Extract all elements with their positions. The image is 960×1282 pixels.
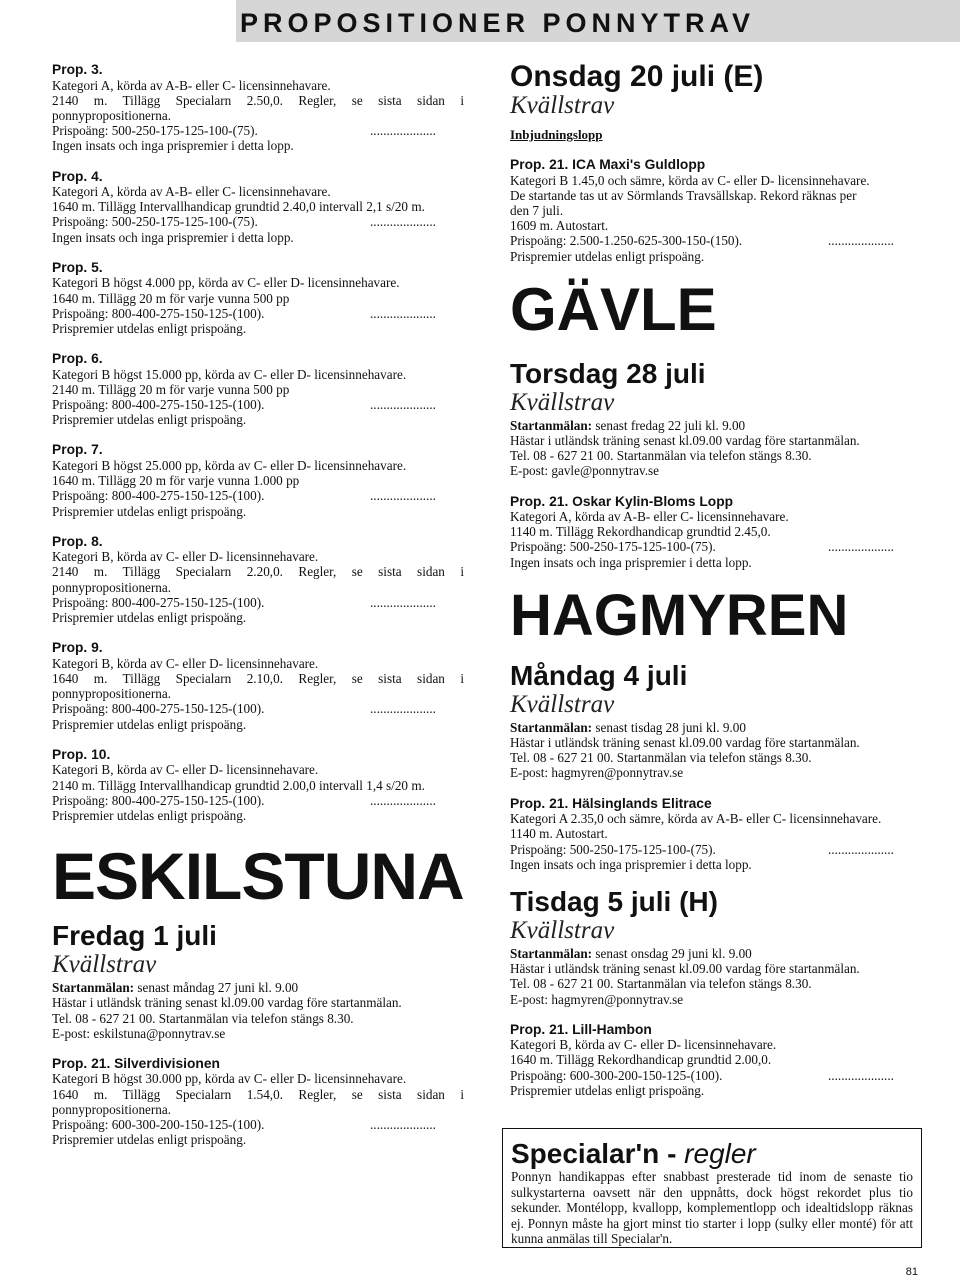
prop-title: Prop. 21. Lill-Hambon (510, 1021, 652, 1037)
race-proposition (510, 494, 920, 570)
prop-line (52, 778, 464, 793)
info-block-mandag (510, 720, 920, 781)
prop-line-text: Prispoäng: 800-400-275-150-125-(100). (52, 594, 265, 610)
prop-line (52, 1117, 464, 1132)
prop-line (52, 549, 464, 564)
specialarn-text: Ponnyn handikappas efter snabbast presterade tid inom de senaste tio sulkystarterna oavsett när den uppnåtts, dock högst rekordet plus tio sekunder. Montélopp, kvallopp, komplementlopp och idealtidslopp räknas ej. Ponnyn måste ha gjort minst tio starter i lopp (sulky eller monté) för att kunna anmälas till Specialar'n. (511, 1169, 913, 1246)
prop-line (52, 214, 464, 229)
prop-line-text: Kategori A 2.35,0 och sämre, körda av A-B- eller C- licensinnehavare. (510, 811, 882, 827)
info-line: E-post: eskilstuna@ponnytrav.se (52, 1025, 226, 1041)
info-label: Startanmälan: (510, 945, 593, 961)
prop-line-text: Kategori B högst 4.000 pp, körda av C- eller D- licensinnehavare. (52, 275, 400, 291)
prop-line (52, 321, 464, 336)
fill-dots: .................... (828, 841, 894, 857)
tisdag-prop (510, 1022, 920, 1098)
left-column (52, 62, 464, 1162)
specialarn-title (511, 1139, 913, 1169)
subheading-eskilstuna: Kvällstrav (52, 951, 157, 979)
prop-line-text: Prispremier utdelas enligt prispoäng. (510, 1082, 705, 1098)
prop-line-text: Prispoäng: 500-250-175-125-100-(75). (510, 841, 716, 857)
eskilstuna-prop (52, 1056, 464, 1148)
prop-line-text: Kategori A, körda av A-B- eller C- licensinnehavare. (510, 509, 789, 525)
prop-line (510, 249, 920, 264)
prop-line (510, 203, 920, 218)
prop-line (52, 230, 464, 245)
prop-line (52, 184, 464, 199)
prop-line (510, 509, 920, 524)
info-line: Tel. 08 - 627 21 00. Startanmälan via telefon stängs 8.30. (510, 448, 812, 464)
fill-dots: .................... (370, 792, 436, 808)
prop-line (52, 1102, 464, 1117)
page-title: PROPOSITIONER PONNYTRAV (240, 8, 756, 38)
prop-line-text: Prispremier utdelas enligt prispoäng. (52, 716, 247, 732)
fill-dots: .................... (828, 1067, 894, 1083)
prop-title: Prop. 21. Silverdivisionen (52, 1055, 220, 1071)
prop-line-text: 1140 m. Tillägg Rekordhandicap grundtid 2.45,0. (510, 524, 771, 540)
prop-title: Prop. 4. (52, 168, 103, 184)
prop-line-text: Prispoäng: 800-400-275-150-125-(100). (52, 792, 265, 808)
gavle-prop (510, 494, 920, 570)
prop-line-text: De startande tas ut av Sörmlands Travsällskap. Rekord räknas per (510, 187, 857, 203)
prop-line (52, 397, 464, 412)
subheading-gavle: Kvällstrav (510, 388, 615, 416)
prop-line (52, 793, 464, 808)
prop-line-text: 1640 m. Tillägg Rekordhandicap grundtid 2.00,0. (510, 1052, 772, 1068)
race-proposition (510, 157, 920, 264)
prop-line-text: 1640 m. Tillägg Specialarn 1.54,0. Regler, se sista sidan i (52, 1086, 464, 1102)
prop-line-text: Prispoäng: 500-250-175-125-100-(75). (510, 539, 716, 555)
prop-title: Prop. 5. (52, 259, 103, 275)
prop-line (52, 1132, 464, 1147)
day-heading-tisdag: Tisdag 5 juli (H) (510, 885, 718, 917)
prop-line-text: ponnypropositionerna. (52, 686, 172, 702)
race-proposition (510, 796, 920, 872)
fill-dots: .................... (828, 233, 894, 249)
page-number: 81 (905, 1266, 918, 1278)
prop-line (52, 1087, 464, 1102)
prop-line (52, 686, 464, 701)
city-eskilstuna: ESKILSTUNA (52, 839, 464, 914)
prop-line-text: 2140 m. Tillägg Specialarn 2.20,0. Regler, se sista sidan i (52, 564, 464, 580)
prop-line-text: 1640 m. Tillägg 20 m för varje vunna 500 pp (52, 290, 290, 306)
specialarn-title-italic: regler (684, 1138, 756, 1169)
prop-line (52, 1071, 464, 1086)
info-label: Startanmälan: (52, 980, 135, 996)
prop-line (510, 218, 920, 233)
prop-line-text: Prispoäng: 600-300-200-150-125-(100). (510, 1067, 723, 1083)
specialarn-title-main: Specialar'n - (511, 1138, 685, 1169)
prop-line-text: 1640 m. Tillägg 20 m för varje vunna 1.000 pp (52, 473, 300, 489)
fill-dots: .................... (828, 539, 894, 555)
prop-title: Prop. 9. (52, 640, 103, 656)
prop-line-text: Kategori B högst 15.000 pp, körda av C- eller D- licensinnehavare. (52, 366, 407, 382)
prop-line (52, 671, 464, 686)
race-proposition (52, 534, 464, 626)
prop-line-text: Prispremier utdelas enligt prispoäng. (52, 1132, 247, 1148)
prop-line (510, 173, 920, 188)
prop-line (510, 524, 920, 539)
prop-title: Prop. 10. (52, 746, 111, 762)
info-first: senast onsdag 29 juni kl. 9.00 (595, 945, 752, 961)
fill-dots: .................... (370, 701, 436, 717)
prop-line (52, 199, 464, 214)
prop-line-text: 1640 m. Tillägg Specialarn 2.10,0. Regler, se sista sidan i (52, 670, 464, 686)
prop-line (52, 412, 464, 427)
info-first: senast fredag 22 juli kl. 9.00 (595, 417, 746, 433)
mandag-prop (510, 796, 920, 872)
prop-line-text: 1640 m. Tillägg Intervallhandicap grundtid 2.40,0 intervall 2,1 s/20 m. (52, 199, 425, 215)
info-label: Startanmälan: (510, 719, 593, 735)
info-line: E-post: hagmyren@ponnytrav.se (510, 765, 684, 781)
race-proposition (52, 442, 464, 518)
prop-line-text: Ingen insats och inga prispremier i detta lopp. (52, 229, 294, 245)
prop-line (52, 808, 464, 823)
prop-line-text: Prispremier utdelas enligt prispoäng. (52, 320, 247, 336)
prop-line (52, 291, 464, 306)
info-block-gavle (510, 418, 920, 479)
prop-line (52, 488, 464, 503)
prop-line-text: den 7 juli. (510, 202, 564, 218)
prop-line (510, 857, 920, 872)
subheading-mandag: Kvällstrav (510, 690, 615, 718)
prop-line-text: ponnypropositionerna. (52, 1101, 172, 1117)
prop-line (52, 382, 464, 397)
prop-line (52, 367, 464, 382)
left-props-list (52, 62, 464, 823)
fill-dots: .................... (370, 305, 436, 321)
fill-dots: .................... (370, 123, 436, 139)
invite-label: Inbjudningslopp (510, 127, 603, 142)
race-proposition (52, 260, 464, 336)
prop-line-text: 2140 m. Tillägg Intervallhandicap grundtid 2.00,0 intervall 1,4 s/20 m. (52, 777, 425, 793)
fill-dots: .................... (370, 488, 436, 504)
prop-line-text: Kategori A, körda av A-B- eller C- licensinnehavare. (52, 184, 331, 200)
prop-line-text: Kategori B högst 25.000 pp, körda av C- eller D- licensinnehavare. (52, 457, 407, 473)
prop-line (52, 504, 464, 519)
prop-line-text: Ingen insats och inga prispremier i detta lopp. (510, 856, 752, 872)
info-first: senast måndag 27 juni kl. 9.00 (137, 980, 299, 996)
race-proposition (510, 1022, 920, 1098)
prop-line-text: Prispoäng: 800-400-275-150-125-(100). (52, 488, 265, 504)
day-heading-gavle: Torsdag 28 juli (510, 357, 706, 389)
prop-title: Prop. 6. (52, 351, 103, 367)
prop-line-text: Prispoäng: 800-400-275-150-125-(100). (52, 305, 265, 321)
specialarn-rules-box (502, 1128, 922, 1248)
city-hagmyren: HAGMYREN (510, 582, 849, 648)
info-line: E-post: gavle@ponnytrav.se (510, 463, 659, 479)
prop-line (52, 656, 464, 671)
subheading-tisdag: Kvällstrav (510, 916, 615, 944)
prop-line (52, 762, 464, 777)
prop-line (52, 123, 464, 138)
prop-line-text: 1140 m. Autostart. (510, 826, 608, 842)
race-proposition (52, 351, 464, 427)
prop-line-text: ponnypropositionerna. (52, 579, 172, 595)
prop-line-text: Prispoäng: 2.500-1.250-625-300-150-(150). (510, 233, 743, 249)
prop-line-text: 2140 m. Tillägg Specialarn 2.50,0. Regler, se sista sidan i (52, 92, 464, 108)
info-line: Hästar i utländsk träning senast kl.09.00 vardag före startanmälan. (510, 432, 860, 448)
prop-line-text: Kategori B, körda av C- eller D- licensinnehavare. (52, 762, 319, 778)
prop-line (52, 93, 464, 108)
prop-line (510, 826, 920, 841)
prop-title: Prop. 7. (52, 442, 103, 458)
prop-line (510, 1037, 920, 1052)
prop-line-text: Kategori B högst 30.000 pp, körda av C- eller D- licensinnehavare. (52, 1071, 407, 1087)
prop-line (52, 701, 464, 716)
fill-dots: .................... (370, 1117, 436, 1133)
prop-line-text: Ingen insats och inga prispremier i detta lopp. (510, 554, 752, 570)
prop-line-text: 1609 m. Autostart. (510, 218, 609, 234)
prop-line-text: Prispoäng: 500-250-175-125-100-(75). (52, 214, 258, 230)
prop-title: Prop. 21. Oskar Kylin-Bloms Lopp (510, 493, 734, 509)
prop-line (510, 539, 920, 554)
info-line: Tel. 08 - 627 21 00. Startanmälan via telefon stängs 8.30. (510, 750, 812, 766)
prop-line (52, 595, 464, 610)
prop-line (52, 458, 464, 473)
prop-line-text: Kategori B, körda av C- eller D- licensinnehavare. (510, 1037, 777, 1053)
prop-line-text: Kategori B, körda av C- eller D- licensinnehavare. (52, 549, 319, 565)
day-heading-onsdag: Onsdag 20 juli (E) (510, 60, 764, 93)
prop-title: Prop. 21. Hälsinglands Elitrace (510, 795, 712, 811)
prop-line-text: Prispremier utdelas enligt prispoäng. (52, 807, 247, 823)
info-line: Hästar i utländsk träning senast kl.09.00 vardag före startanmälan. (510, 961, 860, 977)
prop-line-text: Prispoäng: 600-300-200-150-125-(100). (52, 1117, 265, 1133)
prop-line-text: Prispremier utdelas enligt prispoäng. (52, 610, 247, 626)
race-proposition (52, 747, 464, 823)
prop-line (510, 1052, 920, 1067)
info-line: Tel. 08 - 627 21 00. Startanmälan via telefon stängs 8.30. (52, 1010, 354, 1026)
prop-line-text: ponnypropositionerna. (52, 107, 172, 123)
prop-title: Prop. 3. (52, 62, 103, 77)
fill-dots: .................... (370, 214, 436, 230)
prop-line (52, 564, 464, 579)
prop-line (510, 188, 920, 203)
race-proposition (52, 640, 464, 732)
race-proposition (52, 1056, 464, 1148)
prop-line-text: Prispoäng: 800-400-275-150-125-(100). (52, 701, 265, 717)
prop-line-text: Prispremier utdelas enligt prispoäng. (510, 248, 705, 264)
prop-line (52, 717, 464, 732)
prop-title: Prop. 21. ICA Maxi's Guldlopp (510, 157, 706, 172)
info-line: E-post: hagmyren@ponnytrav.se (510, 991, 684, 1007)
prop-title: Prop. 8. (52, 533, 103, 549)
right-column (510, 62, 920, 1113)
info-line: Hästar i utländsk träning senast kl.09.00 vardag före startanmälan. (52, 995, 402, 1011)
prop-line (510, 233, 920, 248)
prop-line-text: Prispoäng: 800-400-275-150-125-(100). (52, 397, 265, 413)
info-block-tisdag (510, 946, 920, 1007)
info-block-eskilstuna (52, 980, 464, 1041)
prop-line-text: Prispoäng: 500-250-175-125-100-(75). (52, 123, 258, 139)
race-proposition (52, 169, 464, 245)
prop-line-text: Prispremier utdelas enligt prispoäng. (52, 503, 247, 519)
day-heading-eskilstuna: Fredag 1 juli (52, 920, 217, 952)
subheading-onsdag: Kvällstrav (510, 92, 615, 119)
prop-line (510, 811, 920, 826)
onsdag-prop (510, 157, 920, 264)
fill-dots: .................... (370, 397, 436, 413)
prop-line (52, 580, 464, 595)
city-gavle: GÄVLE (510, 275, 717, 343)
prop-line-text: Ingen insats och inga prispremier i detta lopp. (52, 138, 294, 154)
prop-line (52, 138, 464, 153)
prop-line (510, 842, 920, 857)
prop-line-text: Prispremier utdelas enligt prispoäng. (52, 412, 247, 428)
info-line: Tel. 08 - 627 21 00. Startanmälan via telefon stängs 8.30. (510, 976, 812, 992)
prop-line (52, 306, 464, 321)
race-proposition (52, 62, 464, 154)
prop-line (510, 1068, 920, 1083)
prop-line (510, 555, 920, 570)
prop-line (510, 1083, 920, 1098)
info-line: Hästar i utländsk träning senast kl.09.00 vardag före startanmälan. (510, 735, 860, 751)
day-heading-mandag: Måndag 4 juli (510, 659, 688, 691)
prop-line-text: Kategori B, körda av C- eller D- licensinnehavare. (52, 655, 319, 671)
info-first: senast tisdag 28 juni kl. 9.00 (595, 719, 746, 735)
prop-line (52, 78, 464, 93)
prop-line-text: Kategori A, körda av A-B- eller C- licensinnehavare. (52, 77, 331, 93)
prop-line-text: Kategori B 1.45,0 och sämre, körda av C- eller D- licensinnehavare. (510, 172, 870, 188)
prop-line (52, 275, 464, 290)
prop-line (52, 108, 464, 123)
prop-line (52, 610, 464, 625)
prop-line-text: 2140 m. Tillägg 20 m för varje vunna 500 pp (52, 381, 290, 397)
fill-dots: .................... (370, 594, 436, 610)
info-label: Startanmälan: (510, 417, 593, 433)
prop-line (52, 473, 464, 488)
